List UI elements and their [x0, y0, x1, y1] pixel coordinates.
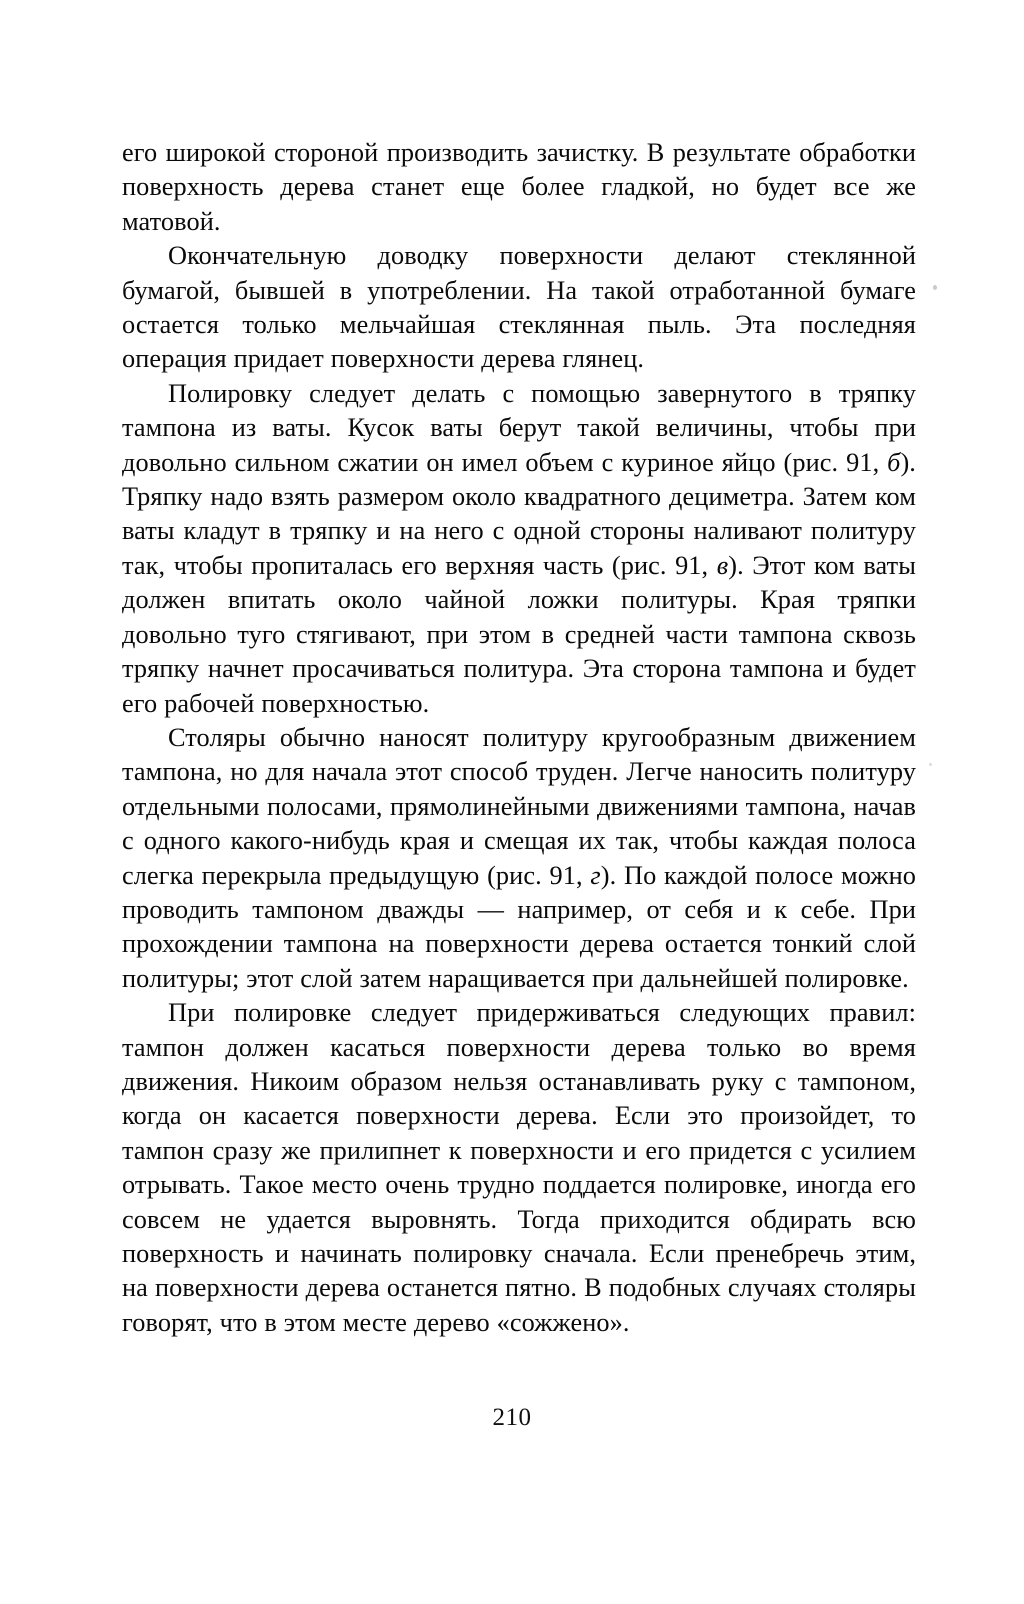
scan-speck-icon	[933, 285, 937, 290]
paragraph-3-segment-5: ). Этот ком ваты должен впитать около чайной ложки политуры. Края тряпки довольно туго стягивают, при этом в средней части тампона сквозь тряпку начнет просачиваться политура. Эта сторона тампона и будет его рабочей поверхностью.	[122, 550, 916, 718]
paragraph-4-segment-1: Столяры обычно наносят политуру кругообразным движением тампона, но для начала этот способ труден. Легче наносить политуру отдельными полосами, прямолинейными движениями тампона, начав с одного какого-нибудь края и смещая их так, чтобы каждая полоса слегка перекрыла предыдущую (рис. 91,	[122, 722, 916, 890]
paragraph-3-segment-3: ). Тряпку надо взять размером около квадратного дециметра. Затем ком ваты кладут в тряпку и на него с одной стороны наливают политуру так, чтобы пропиталась его верхняя часть (рис. 91,	[122, 447, 916, 580]
paragraph-4-segment-3: ). По каждой полосе можно проводить тампоном дважды — например, от себя и к себе. При прохождении тампона на поверхности дерева остается тонкий слой политуры; этот слой затем наращивается при дальнейшей полировке.	[122, 860, 916, 993]
paragraph-5: При полировке следует придерживаться следующих правил: тампон должен касаться поверхности дерева только во время движения. Никоим образом нельзя останавливать руку с тампоном, когда он касается поверхности дерева. Если это произойдет, то тампон сразу же прилипнет к поверхности и его придется с усилием отрывать. Такое место очень трудно поддается полировке, иногда его совсем не удается выровнять. Тогда приходится обдирать всю поверхность и начинать полировку сначала. Если пренебречь этим, на поверхности дерева останется пятно. В подобных случаях столяры говорят, что в этом месте дерево «сожжено».	[122, 998, 916, 1337]
paragraph-3-segment-1: Полировку следует делать с помощью завернутого в тряпку тампона из ваты. Кусок ваты берут такой величины, чтобы при довольно сильном сжатии он имел объем с куриное яйцо (рис. 91,	[122, 378, 916, 477]
figure-letter-g: г	[590, 860, 601, 890]
paragraph-3	[122, 377, 916, 721]
page-number: 210	[492, 1404, 532, 1431]
figure-letter-v: в	[716, 550, 729, 580]
paragraph-1: его широкой стороной производить зачистку. В результате обработки поверхность дерева станет еще более гладкой, но будет все же матовой.	[122, 138, 916, 236]
scan-speck-icon	[929, 763, 932, 766]
text-column	[122, 136, 916, 1340]
figure-letter-b: б	[887, 447, 901, 477]
paragraph-2: Окончательную доводку поверхности делают стеклянной бумагой, бывшей в употреблении. На такой отработанной бумаге остается только мельчайшая стеклянная пыль. Эта последняя операция придает поверхности дерева глянец.	[122, 241, 916, 374]
paragraph-4	[122, 721, 916, 996]
